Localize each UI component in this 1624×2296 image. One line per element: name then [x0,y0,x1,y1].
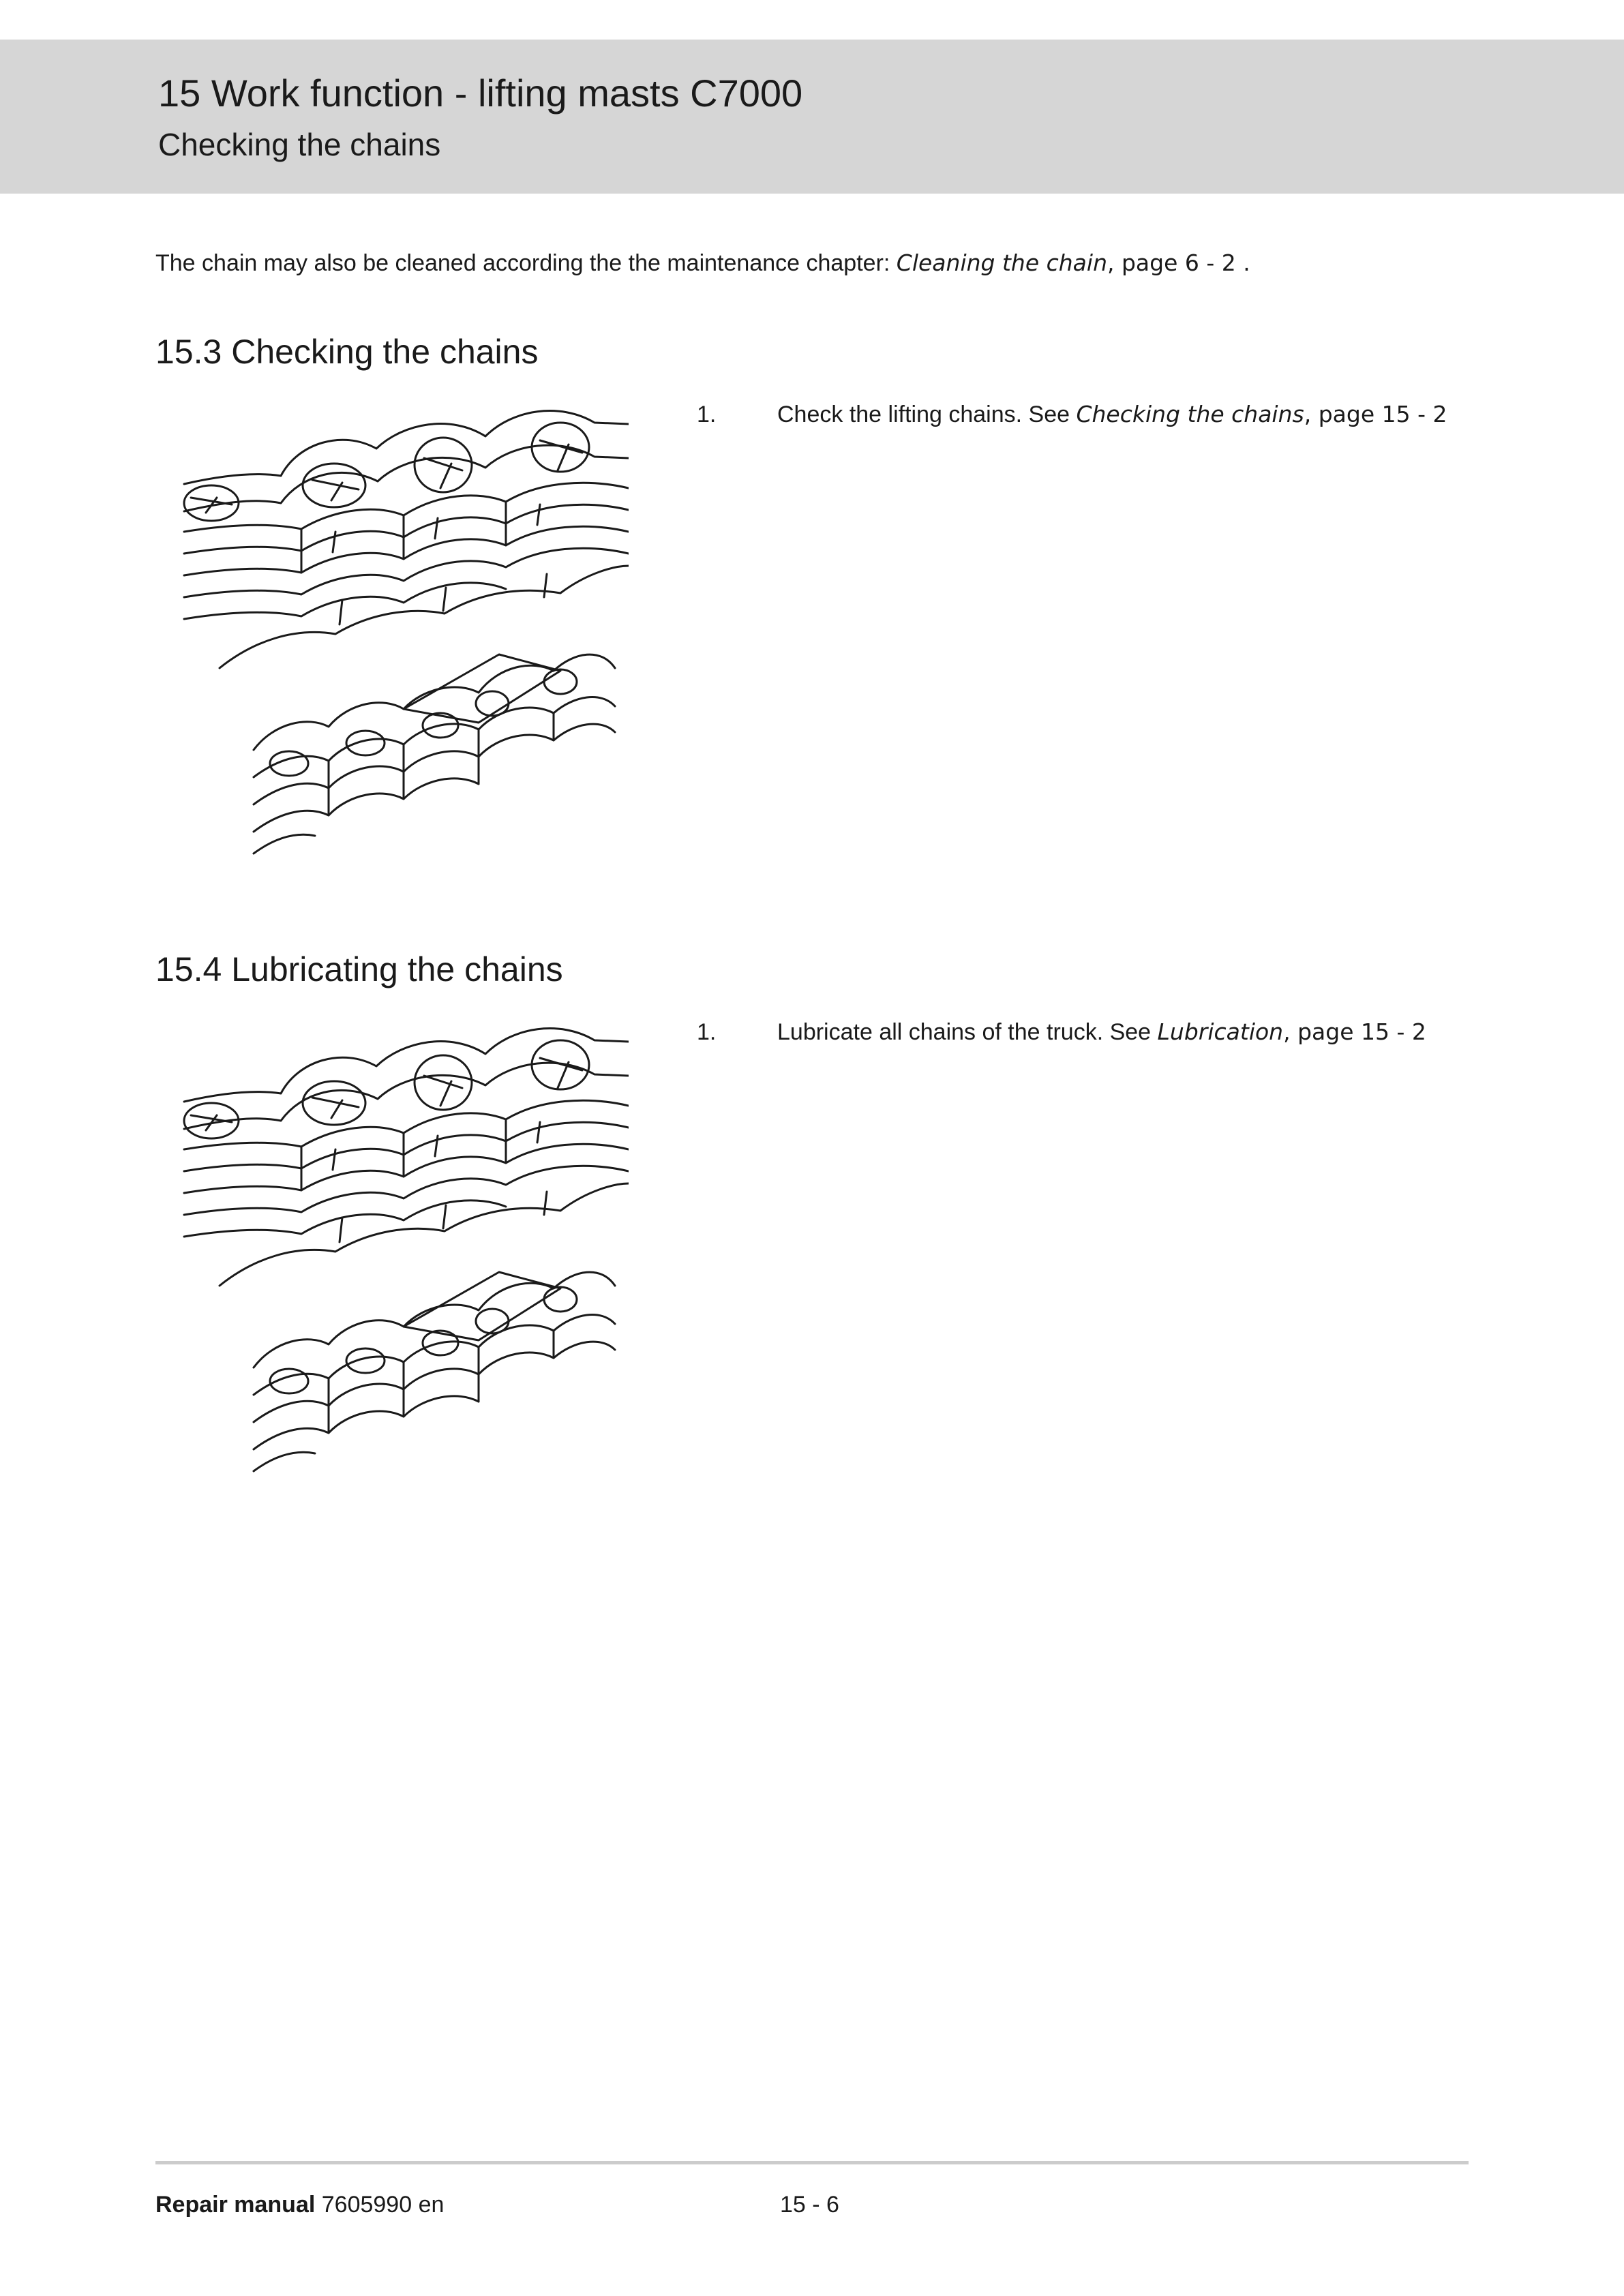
step-text-lubricating [777,1016,1426,1048]
lower-chain [254,654,615,854]
upper-chain [184,1029,629,1286]
step-ref-title-checking: Checking the chains [1076,401,1304,427]
step-number-lubricating: 1. [697,1019,717,1045]
step-ref-page-checking: , page 15 - 2 [1304,401,1447,427]
intro-paragraph [155,247,1250,280]
step-text-lubricating-body: Lubricate all chains of the truck. See [777,1019,1158,1045]
lower-chain [254,1272,615,1471]
chain-illustration-lubricating [179,1013,629,1477]
footer-manual-label: Repair manual [155,2192,316,2218]
step-text-checking-body: Check the lifting chains. See [777,402,1077,427]
step-reference-checking[interactable] [1076,401,1447,427]
step-number-checking: 1. [697,402,717,427]
section-heading-lubricating: 15.4 Lubricating the chains [155,950,563,988]
upper-chain [184,411,629,668]
chapter-title: 15 Work function - lifting masts C7000 [158,72,803,115]
intro-text: The chain may also be cleaned according the the maintenance chapter: [155,250,897,276]
chain-illustration-checking [179,395,629,859]
step-ref-page-lubricating: , page 15 - 2 [1283,1018,1426,1045]
footer-manual-number: 7605990 en [315,2192,445,2218]
intro-ref-title: Cleaning the chain [896,250,1107,276]
section-heading-checking: 15.3 Checking the chains [155,333,539,371]
intro-ref-page: , page 6 - 2 . [1107,250,1250,276]
step-ref-title-lubricating: Lubrication [1157,1018,1284,1045]
step-reference-lubricating[interactable] [1158,1018,1426,1045]
footer-divider [155,2161,1469,2164]
intro-reference[interactable] [897,250,1250,276]
step-text-checking [777,398,1447,431]
chapter-subtitle: Checking the chains [158,127,441,162]
footer-manual-id [155,2190,444,2220]
header-band [0,40,1624,194]
footer-page-number: 15 - 6 [780,2192,839,2218]
